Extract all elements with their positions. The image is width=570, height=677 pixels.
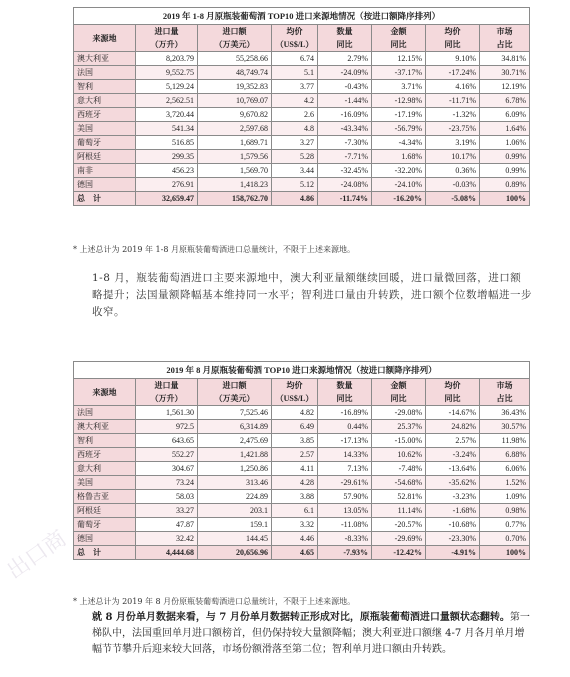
table-row: [74, 448, 530, 462]
value-cell: 12.19%: [480, 80, 530, 94]
table2-body: [74, 406, 530, 560]
value-cell: 299.35: [136, 150, 198, 164]
table1-header: 进口量 （万升）: [136, 25, 198, 52]
paragraph-1: 1-8 月，瓶装葡萄酒进口主要来源地中，澳大利亚量额继续回暖，进口量微回落，进口额略提升；法国量额降幅基本维持同一水平；智利进口量由升转跌，进口额个位数增幅进一步收窄。: [92, 272, 532, 318]
value-cell: 1.06%: [480, 136, 530, 150]
total-label: 总 计: [74, 192, 136, 206]
table-row: [74, 122, 530, 136]
value-cell: 4.82: [272, 406, 318, 420]
value-cell: 6.06%: [480, 462, 530, 476]
value-cell: -17.24%: [426, 66, 480, 80]
table-row: [74, 108, 530, 122]
table-row: [74, 164, 530, 178]
value-cell: -1.32%: [426, 108, 480, 122]
source-cell: 格鲁吉亚: [74, 490, 136, 504]
value-cell: 36.43%: [480, 406, 530, 420]
total-value: -4.91%: [426, 546, 480, 560]
value-cell: 1,250.86: [198, 462, 272, 476]
source-cell: 意大利: [74, 462, 136, 476]
value-cell: -23.30%: [426, 532, 480, 546]
value-cell: 6.74: [272, 52, 318, 66]
source-cell: 意大利: [74, 94, 136, 108]
value-cell: 3.44: [272, 164, 318, 178]
value-cell: -35.62%: [426, 476, 480, 490]
value-cell: 4.16%: [426, 80, 480, 94]
value-cell: 73.24: [136, 476, 198, 490]
value-cell: 0.89%: [480, 178, 530, 192]
value-cell: 25.37%: [372, 420, 426, 434]
value-cell: 6.09%: [480, 108, 530, 122]
source-cell: 阿根廷: [74, 504, 136, 518]
value-cell: 1,689.71: [198, 136, 272, 150]
table2-header: 均价 （US$/L）: [272, 379, 318, 406]
table1-header: 来源地: [74, 25, 136, 52]
value-cell: 224.89: [198, 490, 272, 504]
value-cell: -54.68%: [372, 476, 426, 490]
table-row: [74, 490, 530, 504]
table2-header: 数量 同比: [318, 379, 372, 406]
table1-header: 数量 同比: [318, 25, 372, 52]
total-label: 总 计: [74, 546, 136, 560]
value-cell: 11.14%: [372, 504, 426, 518]
value-cell: 0.44%: [318, 420, 372, 434]
value-cell: -1.44%: [318, 94, 372, 108]
table1-note: * 上述总计为 2019 年 1-8 月原瓶装葡萄酒进口总量统计，不限于上述来源地。: [73, 245, 355, 254]
value-cell: 10,769.07: [198, 94, 272, 108]
value-cell: 1,418.23: [198, 178, 272, 192]
paragraph2-bold: 就 8 月份单月数据来看，与 7 月份单月数据转正形成对比，原瓶装葡萄酒进口量额状态翻转。: [92, 612, 510, 623]
value-cell: -24.09%: [318, 66, 372, 80]
value-cell: 57.90%: [318, 490, 372, 504]
value-cell: 4.11: [272, 462, 318, 476]
table2-header-row: [74, 379, 530, 406]
value-cell: -3.24%: [426, 448, 480, 462]
value-cell: -43.34%: [318, 122, 372, 136]
total-value: -7.93%: [318, 546, 372, 560]
value-cell: -14.67%: [426, 406, 480, 420]
paragraph-2: [92, 610, 532, 658]
total-value: 158,762.70: [198, 192, 272, 206]
value-cell: -11.08%: [318, 518, 372, 532]
table1-header: 均价 （US$/L）: [272, 25, 318, 52]
source-cell: 西班牙: [74, 108, 136, 122]
source-cell: 美国: [74, 476, 136, 490]
source-cell: 澳大利亚: [74, 420, 136, 434]
table-row: [74, 94, 530, 108]
source-cell: 南非: [74, 164, 136, 178]
value-cell: 6.78%: [480, 94, 530, 108]
table-row: [74, 52, 530, 66]
value-cell: 10.62%: [372, 448, 426, 462]
table-row: [74, 420, 530, 434]
value-cell: 313.46: [198, 476, 272, 490]
table-row: [74, 178, 530, 192]
table-august: [73, 361, 530, 560]
table-row: [74, 462, 530, 476]
total-value: -16.20%: [372, 192, 426, 206]
value-cell: 9,552.75: [136, 66, 198, 80]
value-cell: 1.64%: [480, 122, 530, 136]
value-cell: -37.17%: [372, 66, 426, 80]
total-value: -11.74%: [318, 192, 372, 206]
value-cell: 1.52%: [480, 476, 530, 490]
table2-title: 2019 年 8 月原瓶装葡萄酒 TOP10 进口来源地情况（按进口额降序排列）: [73, 361, 530, 378]
value-cell: 3.85: [272, 434, 318, 448]
value-cell: -17.13%: [318, 434, 372, 448]
value-cell: -7.30%: [318, 136, 372, 150]
value-cell: 0.77%: [480, 518, 530, 532]
value-cell: -23.75%: [426, 122, 480, 136]
value-cell: -8.33%: [318, 532, 372, 546]
value-cell: 9,670.82: [198, 108, 272, 122]
value-cell: -1.68%: [426, 504, 480, 518]
value-cell: 0.99%: [480, 150, 530, 164]
table2-header: 进口额 （万美元）: [198, 379, 272, 406]
table1-body: [74, 52, 530, 206]
source-cell: 法国: [74, 66, 136, 80]
value-cell: -17.19%: [372, 108, 426, 122]
value-cell: 1.68%: [372, 150, 426, 164]
value-cell: 58.03: [136, 490, 198, 504]
source-cell: 葡萄牙: [74, 518, 136, 532]
value-cell: 3.27: [272, 136, 318, 150]
source-cell: 阿根廷: [74, 150, 136, 164]
value-cell: 6.1: [272, 504, 318, 518]
value-cell: 11.98%: [480, 434, 530, 448]
value-cell: -4.34%: [372, 136, 426, 150]
value-cell: 55,258.66: [198, 52, 272, 66]
value-cell: -29.69%: [372, 532, 426, 546]
value-cell: -16.09%: [318, 108, 372, 122]
value-cell: 19,352.83: [198, 80, 272, 94]
value-cell: 7.13%: [318, 462, 372, 476]
value-cell: 643.65: [136, 434, 198, 448]
source-cell: 葡萄牙: [74, 136, 136, 150]
total-row: [74, 192, 530, 206]
value-cell: 3.77: [272, 80, 318, 94]
value-cell: 1,421.88: [198, 448, 272, 462]
value-cell: -16.89%: [318, 406, 372, 420]
value-cell: -32.20%: [372, 164, 426, 178]
source-cell: 德国: [74, 532, 136, 546]
source-cell: 澳大利亚: [74, 52, 136, 66]
table1-header-row: [74, 25, 530, 52]
value-cell: 304.67: [136, 462, 198, 476]
value-cell: 2.57%: [426, 434, 480, 448]
source-cell: 法国: [74, 406, 136, 420]
value-cell: 6,314.89: [198, 420, 272, 434]
total-row: [74, 546, 530, 560]
value-cell: -7.48%: [372, 462, 426, 476]
value-cell: 30.57%: [480, 420, 530, 434]
table-row: [74, 136, 530, 150]
table-row: [74, 518, 530, 532]
source-cell: 智利: [74, 434, 136, 448]
value-cell: 456.23: [136, 164, 198, 178]
value-cell: 516.85: [136, 136, 198, 150]
watermark-text: 出口商: [2, 526, 72, 585]
table1-header: 进口额 （万美元）: [198, 25, 272, 52]
value-cell: 12.15%: [372, 52, 426, 66]
value-cell: 5.12: [272, 178, 318, 192]
value-cell: -3.23%: [426, 490, 480, 504]
value-cell: 2,597.68: [198, 122, 272, 136]
value-cell: 3.71%: [372, 80, 426, 94]
value-cell: 6.88%: [480, 448, 530, 462]
value-cell: 552.27: [136, 448, 198, 462]
value-cell: 1,579.56: [198, 150, 272, 164]
total-value: 4.65: [272, 546, 318, 560]
table-row: [74, 406, 530, 420]
value-cell: 5,129.24: [136, 80, 198, 94]
value-cell: 0.98%: [480, 504, 530, 518]
table-row: [74, 476, 530, 490]
value-cell: 3.88: [272, 490, 318, 504]
value-cell: -56.79%: [372, 122, 426, 136]
source-cell: 美国: [74, 122, 136, 136]
value-cell: 541.34: [136, 122, 198, 136]
value-cell: 52.81%: [372, 490, 426, 504]
table1-header: 金额 同比: [372, 25, 426, 52]
total-value: 100%: [480, 546, 530, 560]
value-cell: 144.45: [198, 532, 272, 546]
value-cell: 8,203.79: [136, 52, 198, 66]
table-row: [74, 532, 530, 546]
value-cell: 4.46: [272, 532, 318, 546]
table2-header: 均价 同比: [426, 379, 480, 406]
total-value: 20,656.96: [198, 546, 272, 560]
table-row: [74, 66, 530, 80]
value-cell: -7.71%: [318, 150, 372, 164]
value-cell: 13.05%: [318, 504, 372, 518]
value-cell: 4.2: [272, 94, 318, 108]
value-cell: -32.45%: [318, 164, 372, 178]
table-row: [74, 80, 530, 94]
value-cell: 276.91: [136, 178, 198, 192]
source-cell: 西班牙: [74, 448, 136, 462]
value-cell: 1.09%: [480, 490, 530, 504]
table-row: [74, 150, 530, 164]
value-cell: -0.03%: [426, 178, 480, 192]
table2-header: 进口量 （万升）: [136, 379, 198, 406]
table2-note: * 上述总计为 2019 年 8 月份原瓶装葡萄酒进口总量统计，不限于上述来源地。: [73, 597, 356, 606]
value-cell: -29.61%: [318, 476, 372, 490]
value-cell: 2.79%: [318, 52, 372, 66]
value-cell: 7,525.46: [198, 406, 272, 420]
value-cell: 0.99%: [480, 164, 530, 178]
table-row: [74, 504, 530, 518]
value-cell: 2,562.51: [136, 94, 198, 108]
value-cell: 30.71%: [480, 66, 530, 80]
value-cell: 1,561.30: [136, 406, 198, 420]
table-1-8-month: [73, 7, 530, 206]
total-value: -12.42%: [372, 546, 426, 560]
paragraph2-text: 第一梯队中，法国重回单月进口额榜首，但仍保持较大量额降幅；澳大利亚进口额继 4-7 月各月单月增幅节节攀升后迎来较大回落，市场份额滑落至第二位；智利单月进口额由升转跌。: [92, 612, 530, 655]
value-cell: -0.43%: [318, 80, 372, 94]
value-cell: 6.49: [272, 420, 318, 434]
value-cell: 4.28: [272, 476, 318, 490]
value-cell: 2,475.69: [198, 434, 272, 448]
total-value: -5.08%: [426, 192, 480, 206]
value-cell: 32.42: [136, 532, 198, 546]
table1-header: 均价 同比: [426, 25, 480, 52]
value-cell: -11.71%: [426, 94, 480, 108]
value-cell: -10.68%: [426, 518, 480, 532]
value-cell: 4.8: [272, 122, 318, 136]
total-value: 32,659.47: [136, 192, 198, 206]
total-value: 4,444.68: [136, 546, 198, 560]
value-cell: 9.10%: [426, 52, 480, 66]
value-cell: 972.5: [136, 420, 198, 434]
value-cell: 34.81%: [480, 52, 530, 66]
value-cell: -24.08%: [318, 178, 372, 192]
value-cell: -29.08%: [372, 406, 426, 420]
value-cell: 203.1: [198, 504, 272, 518]
total-value: 100%: [480, 192, 530, 206]
value-cell: 48,749.74: [198, 66, 272, 80]
value-cell: -20.57%: [372, 518, 426, 532]
table2-header: 金额 同比: [372, 379, 426, 406]
value-cell: 3.32: [272, 518, 318, 532]
total-value: 4.86: [272, 192, 318, 206]
value-cell: 0.36%: [426, 164, 480, 178]
value-cell: 33.27: [136, 504, 198, 518]
source-cell: 德国: [74, 178, 136, 192]
value-cell: -24.10%: [372, 178, 426, 192]
table2-header: 市场 占比: [480, 379, 530, 406]
value-cell: 10.17%: [426, 150, 480, 164]
value-cell: 5.28: [272, 150, 318, 164]
value-cell: 24.82%: [426, 420, 480, 434]
table-row: [74, 434, 530, 448]
value-cell: -15.00%: [372, 434, 426, 448]
value-cell: 2.57: [272, 448, 318, 462]
value-cell: 2.6: [272, 108, 318, 122]
value-cell: 47.87: [136, 518, 198, 532]
value-cell: -12.98%: [372, 94, 426, 108]
table2-header: 来源地: [74, 379, 136, 406]
value-cell: 3,720.44: [136, 108, 198, 122]
value-cell: -13.64%: [426, 462, 480, 476]
value-cell: 1,569.70: [198, 164, 272, 178]
value-cell: 5.1: [272, 66, 318, 80]
value-cell: 14.33%: [318, 448, 372, 462]
source-cell: 智利: [74, 80, 136, 94]
value-cell: 3.19%: [426, 136, 480, 150]
value-cell: 0.70%: [480, 532, 530, 546]
value-cell: 159.1: [198, 518, 272, 532]
table1-header: 市场 占比: [480, 25, 530, 52]
table1-title: 2019 年 1-8 月原瓶装葡萄酒 TOP10 进口来源地情况（按进口额降序排列）: [73, 7, 530, 24]
